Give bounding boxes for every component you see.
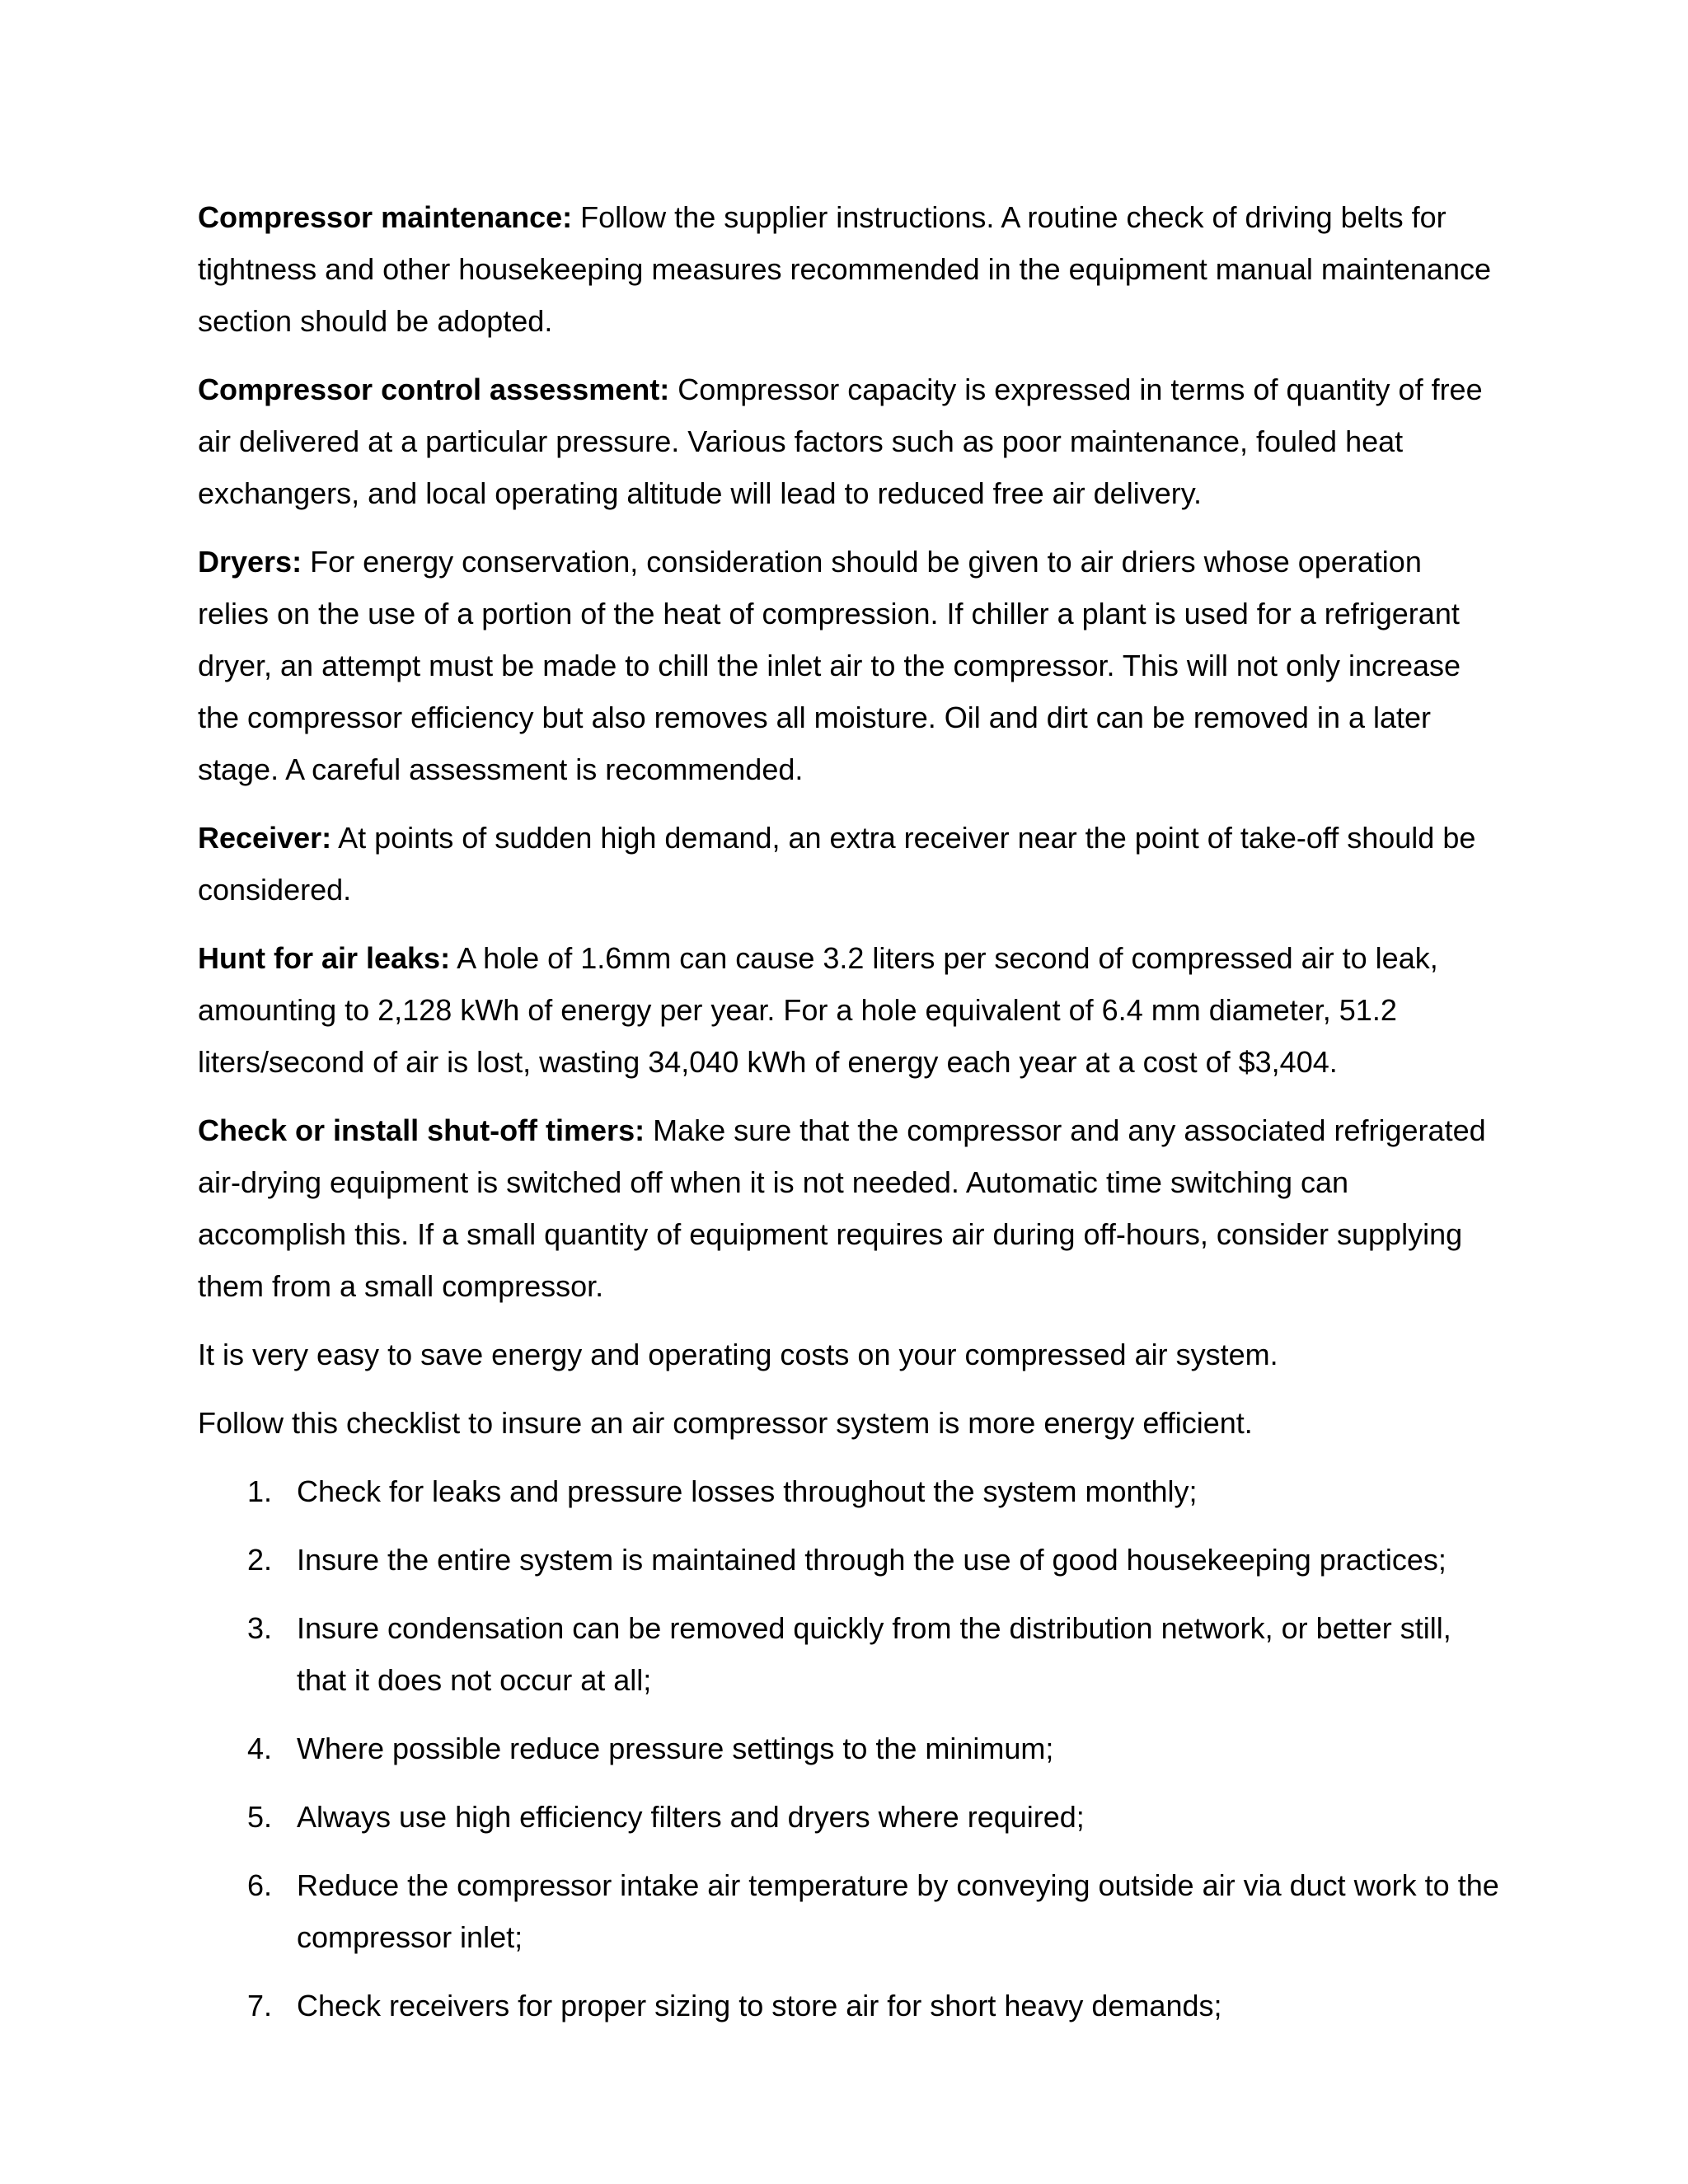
paragraph-heading: Compressor control assessment: xyxy=(198,373,670,406)
list-item-number: 4. xyxy=(247,1732,273,1765)
summary-line-2: Follow this checklist to insure an air compressor system is more energy efficient. xyxy=(198,1406,1253,1440)
list-item xyxy=(198,1465,1500,1517)
paragraph-compressor-maintenance xyxy=(198,191,1500,347)
list-item-number: 3. xyxy=(247,1611,273,1645)
list-item xyxy=(198,1602,1500,1706)
list-item-text: Insure condensation can be removed quickly from the distribution network, or better still, that it does not occur at all; xyxy=(297,1611,1451,1697)
list-item-number: 2. xyxy=(247,1543,273,1577)
paragraph-heading: Hunt for air leaks: xyxy=(198,941,451,975)
paragraph-text: Follow the supplier instructions. A routine check of driving belts for tightness and other housekeeping measures recommended in the equipment manual maintenance section should be adopted. xyxy=(198,200,1491,338)
list-item xyxy=(198,1791,1500,1843)
list-item xyxy=(198,1859,1500,1963)
paragraph-text: A hole of 1.6mm can cause 3.2 liters per second of compressed air to leak, amounting to 2,128 kWh of energy per year. For a hole equivalent of 6.4 mm diameter, 51.2 liters/second of air is lost, wasting 34,040 kWh of energy each year at a cost of $3,404. xyxy=(198,941,1438,1079)
paragraph-heading: Receiver: xyxy=(198,821,332,855)
checklist xyxy=(198,1465,1500,2032)
paragraph-compressor-control-assessment xyxy=(198,363,1500,519)
list-item xyxy=(198,1722,1500,1774)
document-page xyxy=(198,191,1500,2048)
list-item-text: Insure the entire system is maintained through the use of good housekeeping practices; xyxy=(297,1543,1447,1577)
paragraph-text: At points of sudden high demand, an extra receiver near the point of take-off should be considered. xyxy=(198,821,1476,907)
list-item xyxy=(198,1534,1500,1586)
list-item-text: Check receivers for proper sizing to store air for short heavy demands; xyxy=(297,1989,1222,2022)
summary-line-1: It is very easy to save energy and operating costs on your compressed air system. xyxy=(198,1338,1278,1371)
paragraph-heading: Dryers: xyxy=(198,545,302,579)
paragraph-text: For energy conservation, consideration should be given to air driers whose operation relies on the use of a portion of the heat of compression. If chiller a plant is used for a refrigerant dryer, an attempt must be made to chill the inlet air to the compressor. This will not only increase the compressor efficiency but also removes all moisture. Oil and dirt can be removed in a later stage. A careful assessment is recommended. xyxy=(198,545,1461,786)
paragraph-dryers xyxy=(198,536,1500,795)
paragraph-shut-off-timers xyxy=(198,1104,1500,1312)
list-item-number: 7. xyxy=(247,1989,273,2022)
list-item-text: Where possible reduce pressure settings to the minimum; xyxy=(297,1732,1054,1765)
list-item-text: Reduce the compressor intake air temperature by conveying outside air via duct work to the compressor inlet; xyxy=(297,1868,1499,1954)
paragraph-text: Compressor capacity is expressed in terms of quantity of free air delivered at a particular pressure. Various factors such as poor maintenance, fouled heat exchangers, and local operating altitude will lead to reduced free air delivery. xyxy=(198,373,1483,510)
list-item-number: 5. xyxy=(247,1800,273,1834)
paragraph-heading: Check or install shut-off timers: xyxy=(198,1113,645,1147)
paragraph-heading: Compressor maintenance: xyxy=(198,200,573,234)
list-item xyxy=(198,1980,1500,2032)
paragraph-hunt-for-air-leaks xyxy=(198,932,1500,1088)
paragraph-receiver xyxy=(198,812,1500,916)
paragraph-text: Make sure that the compressor and any associated refrigerated air-drying equipment is switched off when it is not needed. Automatic time switching can accomplish this. If a small quantity of equipment requires air during off-hours, consider supplying them from a small compressor. xyxy=(198,1113,1486,1303)
list-item-number: 6. xyxy=(247,1868,273,1902)
list-item-text: Check for leaks and pressure losses throughout the system monthly; xyxy=(297,1474,1198,1508)
list-item-number: 1. xyxy=(247,1474,273,1508)
list-item-text: Always use high efficiency filters and dryers where required; xyxy=(297,1800,1085,1834)
